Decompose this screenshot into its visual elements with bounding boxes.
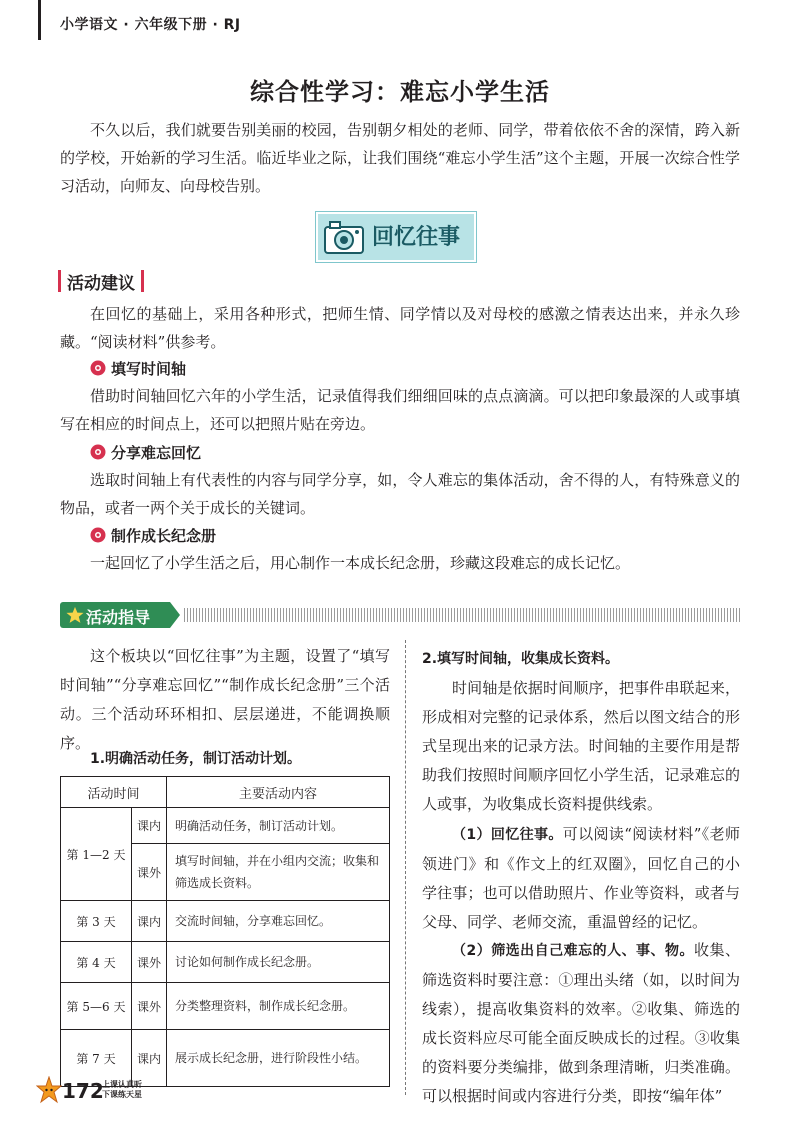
- guide-hatch-rule: [184, 608, 740, 622]
- suggestion-title-text: 填写时间轴: [111, 359, 187, 378]
- table-row: [61, 901, 390, 942]
- banner-title: 回忆往事: [372, 225, 461, 250]
- table-cell-day: 第 4 天: [61, 942, 132, 983]
- table-header-content: 主要活动内容: [167, 777, 390, 808]
- table-header-time: 活动时间: [61, 777, 167, 808]
- guide-arrow: [170, 602, 180, 628]
- table-cell-day: 第 7 天: [61, 1030, 132, 1087]
- heading-bar-right: [141, 270, 144, 292]
- table-cell-content: 讨论如何制作成长纪念册。: [167, 942, 390, 983]
- table-row: [61, 983, 390, 1030]
- guide-tag: [60, 602, 170, 628]
- star-mascot-icon: [36, 1076, 62, 1106]
- step-1-heading: 1.明确活动任务，制订活动计划。: [90, 751, 302, 767]
- suggestion-title-3: [90, 523, 216, 547]
- table-cell-kind: 课外: [132, 983, 167, 1030]
- suggestion-text-2: 选取时间轴上有代表性的内容与同学分享，如，令人难忘的集体活动，舍不得的人，有特殊意义的物品，或者一两个关于成长的关键词。: [60, 471, 740, 517]
- flower-icon: [90, 360, 106, 376]
- page-title: 综合性学习：难忘小学生活: [250, 77, 550, 106]
- suggestion-text-3: 一起回忆了小学生活之后，用心制作一本成长纪念册，珍藏这段难忘的成长记忆。: [90, 554, 631, 572]
- flower-icon: [90, 527, 106, 543]
- point-2-text: 收集、筛选资料时要注意：①理出头绪（如，以时间为线索），提高收集资料的效率。②收集、筛选的成长资料应尽可能全面反映成长的过程。③收集的资料要分类编排，做到条理清晰，归类准确。可以根据时间或内容进行分类，即按“编年体”: [422, 941, 740, 1105]
- step-2-heading: 2.填写时间轴，收集成长资料。: [422, 651, 620, 667]
- table-cell-content: 交流时间轴，分享难忘回忆。: [167, 901, 390, 942]
- guide-heading: 活动指导: [86, 608, 151, 627]
- point-1-title: （1）回忆往事。: [452, 827, 563, 843]
- header-rule: [38, 0, 41, 40]
- star-icon: [66, 606, 84, 624]
- suggestion-title-1: [90, 356, 186, 380]
- table-header-row: [61, 777, 390, 808]
- table-cell-kind: 课内: [132, 808, 167, 844]
- suggestion-title-2: [90, 440, 201, 464]
- table-cell-kind: 课内: [132, 901, 167, 942]
- suggestions-heading-text: 活动建议: [67, 273, 135, 294]
- motto-line-1: 上课认真听: [102, 1080, 142, 1089]
- guide-banner: [60, 602, 740, 628]
- table-cell-content: 明确活动任务，制订活动计划。: [167, 808, 390, 844]
- section-banner: [316, 212, 476, 262]
- suggestions-intro: 在回忆的基础上，采用各种形式，把师生情、同学情以及对母校的感激之情表达出来，并永久珍藏。“阅读材料”供参考。: [60, 305, 740, 351]
- table-cell-content: 展示成长纪念册，进行阶段性小结。: [167, 1030, 390, 1087]
- table-row: [61, 808, 390, 844]
- suggestion-title-text: 制作成长纪念册: [111, 526, 217, 545]
- running-header: 小学语文 · 六年级下册 · RJ: [60, 17, 241, 33]
- point-2: [422, 936, 740, 1111]
- step-2-text: 时间轴是依据时间顺序，把事件串联起来，形成相对完整的记录体系，然后以图文结合的形式呈现出来的记录方法。时间轴的主要作用是帮助我们按照时间顺序回忆小学生活，记录难忘的人或事，为收集成长资料提供线索。: [422, 679, 740, 813]
- footer-motto: [102, 1080, 142, 1100]
- motto-line-2: 下课练天星: [102, 1090, 142, 1099]
- table-cell-day: 第 1—2 天: [61, 808, 132, 901]
- table-cell-content: 填写时间轴，并在小组内交流；收集和筛选成长资料。: [167, 844, 390, 901]
- table-cell-kind: 课外: [132, 844, 167, 901]
- column-divider: [405, 640, 406, 1095]
- page-number: 172: [62, 1079, 104, 1103]
- table-cell-content: 分类整理资料，制作成长纪念册。: [167, 983, 390, 1030]
- point-2-title: （2）筛选出自己难忘的人、事、物。: [452, 943, 695, 959]
- table-row: [61, 942, 390, 983]
- suggestion-title-text: 分享难忘回忆: [111, 443, 202, 462]
- suggestions-heading: [58, 268, 144, 294]
- camera-icon: [322, 218, 366, 256]
- table-row: [61, 1030, 390, 1087]
- intro-paragraph: 不久以后，我们就要告别美丽的校园，告别朝夕相处的老师、同学，带着依依不舍的深情，跨入新的学校，开始新的学习生活。临近毕业之际，让我们围绕“难忘小学生活”这个主题，开展一次综合性学习活动，向师友、向母校告别。: [60, 121, 740, 195]
- suggestion-text-1: 借助时间轴回忆六年的小学生活，记录值得我们细细回味的点点滴滴。可以把印象最深的人或事填写在相应的时间点上，还可以把照片贴在旁边。: [60, 387, 740, 433]
- point-1: [422, 820, 740, 937]
- point-1-text: 可以阅读“阅读材料”《老师领进门》和《作文上的红双圈》，回忆自己的小学往事；也可以借助照片、作业等资料，或者与父母、同学、老师交流，重温曾经的记忆。: [422, 825, 741, 931]
- table-cell-day: 第 5—6 天: [61, 983, 132, 1030]
- table-cell-kind: 课内: [132, 1030, 167, 1087]
- activity-plan-table: [60, 776, 390, 1087]
- table-cell-day: 第 3 天: [61, 901, 132, 942]
- table-cell-kind: 课外: [132, 942, 167, 983]
- flower-icon: [90, 444, 106, 460]
- guide-intro: 这个板块以“回忆往事”为主题，设置了“填写时间轴”“分享难忘回忆”“制作成长纪念册”三个活动。三个活动环环相扣、层层递进，不能调换顺序。: [60, 647, 390, 752]
